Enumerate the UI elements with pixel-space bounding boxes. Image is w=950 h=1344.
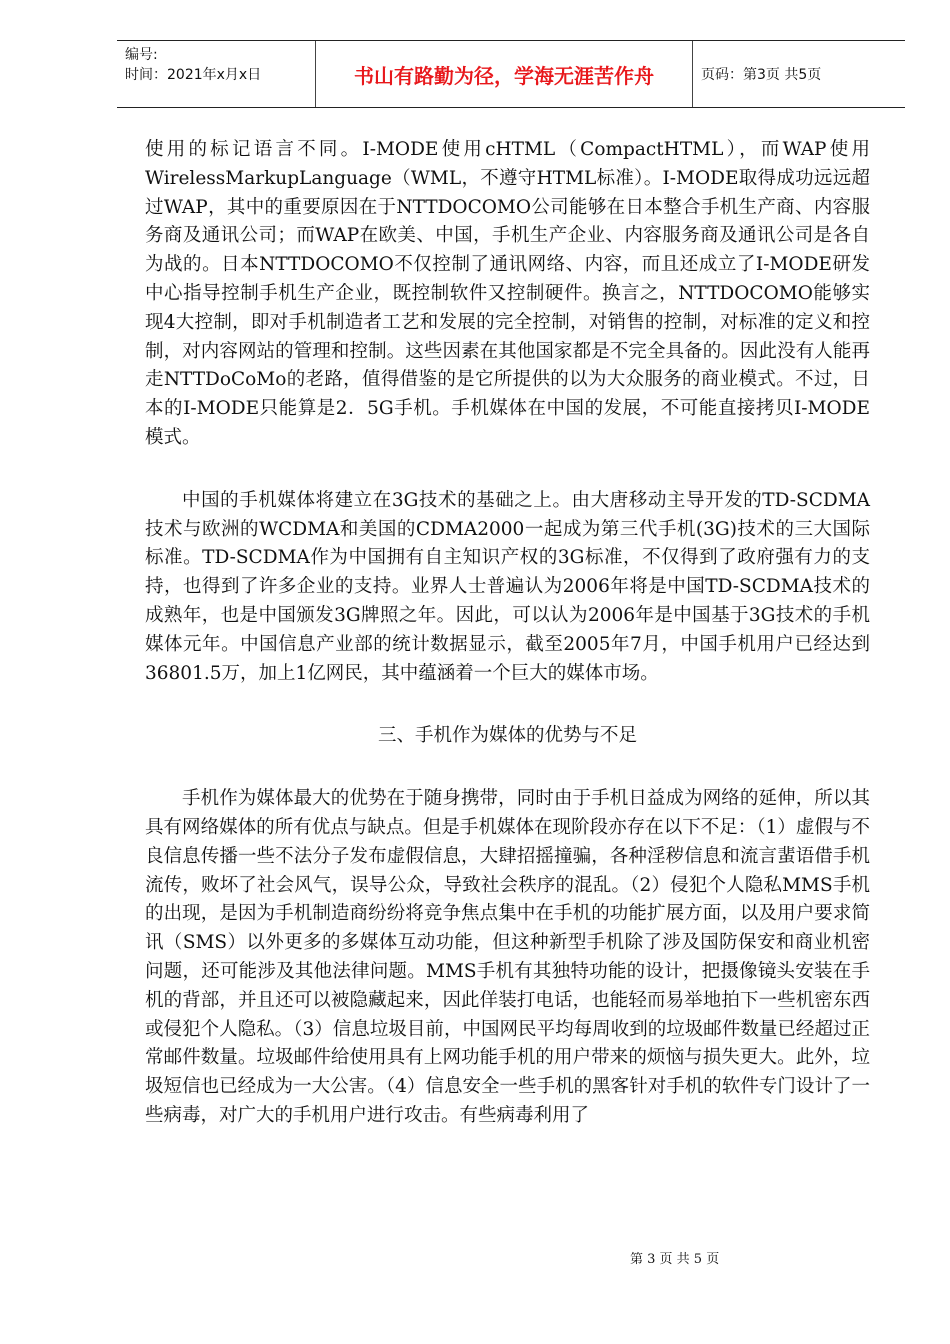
header-page-info [693,41,905,107]
page-header [117,40,905,108]
paragraph-continued: 使用的标记语言不同。I-MODE使用cHTML（CompactHTML），而WAP使用WirelessMarkupLanguage（WML，不遵守HTML标准）。I-MODE取得成功远远超过WAP，其中的重要原因在于NTTDOCOMO公司能够在日本整合手机生产商、内容服务商及通讯公司；而WAP在欧美、中国，手机生产企业、内容服务商及通讯公司是各自为战的。日本NTTDOCOMO不仅控制了通讯网络、内容，而且还成立了I-MODE研发中心指导控制手机生产企业，既控制软件又控制硬件。换言之，NTTDOCOMO能够实现4大控制，即对手机制造者工艺和发展的完全控制，对销售的控制，对标准的定义和控制，对内容网站的管理和控制。这些因素在其他国家都是不完全具备的。因此没有人能再走NTTDoCoMo的老路，值得借鉴的是它所提供的以为大众服务的商业模式。不过，日本的I-MODE只能算是2．5G手机。手机媒体在中国的发展，不可能直接拷贝I-MODE模式。 [145,139,870,448]
paragraph-advantages: 手机作为媒体最大的优势在于随身携带，同时由于手机日益成为网络的延伸，所以其具有网络媒体的所有优点与缺点。但是手机媒体在现阶段亦存在以下不足：（1）虚假与不良信息传播一些不法分子发布虚假信息，大肆招摇撞骗，各种淫秽信息和流言蜚语借手机流传，败坏了社会风气，误导公众，导致社会秩序的混乱。（2）侵犯个人隐私MMS手机的出现，是因为手机制造商纷纷将竞争焦点集中在手机的功能扩展方面，以及用户要求简讯（SMS）以外更多的多媒体互动功能，但这种新型手机除了涉及国防保安和商业机密问题，还可能涉及其他法律问题。MMS手机有其独特功能的设计，把摄像镜头安装在手机的背部，并且还可以被隐藏起来，因此佯装打电话，也能轻而易举地拍下一些机密东西或侵犯个人隐私。（3）信息垃圾目前，中国网民平均每周收到的垃圾邮件数量已经超过正常邮件数量。垃圾邮件给使用具有上网功能手机的用户带来的烦恼与损失更大。此外，垃圾短信也已经成为一大公害。（4）信息安全一些手机的黑客针对手机的软件专门设计了一些病毒，对广大的手机用户进行攻击。有些病毒利用了 [145,788,870,1126]
paragraph-3g-china: 中国的手机媒体将建立在3G技术的基础之上。由大唐移动主导开发的TD-SCDMA技术与欧洲的WCDMA和美国的CDMA2000一起成为第三代手机(3G)技术的三大国际标准。TD-SCDMA作为中国拥有自主知识产权的3G标准，不仅得到了政府强有力的支持，也得到了许多企业的支持。业界人士普遍认为2006年将是中国TD-SCDMA技术的成熟年，也是中国颁发3G牌照之年。因此，可以认为2006年是中国基于3G技术的手机媒体元年。中国信息产业部的统计数据显示，截至2005年7月，中国手机用户已经达到36801.5万，加上1亿网民，其中蕴涵着一个巨大的媒体市场。 [145,489,870,684]
header-page-label: 页码：第3页 共5页 [701,67,822,83]
doc-time-label: 时间：2021年x月x日 [125,67,262,83]
doc-number-label: 编号: [125,47,158,63]
document-body [145,136,870,1131]
header-motto: 书山有路勤为径，学海无涯苦作舟 [315,41,693,107]
footer-page-number: 第 3 页 共 5 页 [630,1252,720,1267]
section-heading: 三、手机作为媒体的优势与不足 [377,725,637,747]
header-meta [117,41,315,107]
